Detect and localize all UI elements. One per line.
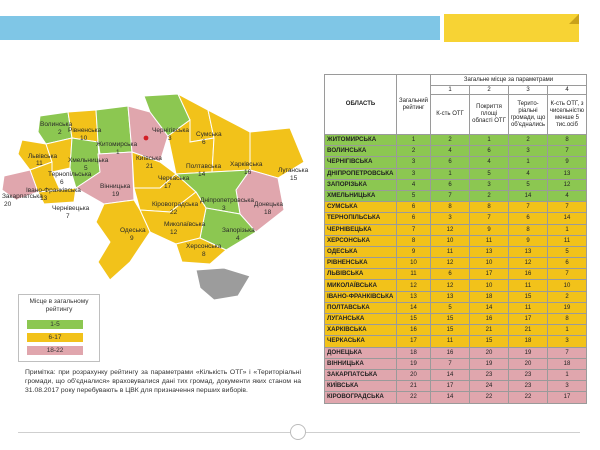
- page-indicator-circle: [290, 424, 306, 440]
- map-num-volynska: 2: [58, 129, 62, 136]
- cell-param-2: 18: [470, 291, 509, 302]
- cell-oblast: ДОНЕЦЬКА: [325, 347, 397, 358]
- table-row: [325, 157, 587, 168]
- cell-param-3: 12: [509, 258, 548, 269]
- cell-param-1: 7: [431, 358, 470, 369]
- cell-param-4: 4: [548, 190, 587, 201]
- cell-param-4: 18: [548, 358, 587, 369]
- cell-param-2: 16: [470, 314, 509, 325]
- map-legend: [18, 294, 100, 362]
- kyiv-marker: [144, 136, 149, 141]
- cell-overall: 8: [397, 235, 431, 246]
- legend-item-yellow: 6-17: [27, 333, 83, 342]
- map-label-kharkivska: Харківська: [230, 161, 263, 168]
- map-num-kharkivska: 16: [244, 169, 252, 176]
- legend-item-pink: 18-22: [27, 346, 83, 355]
- map-label-zakarpatska: Закарпатська: [2, 193, 43, 200]
- cell-overall: 20: [397, 369, 431, 380]
- cell-param-3: 23: [509, 381, 548, 392]
- map-num-kyivska: 21: [146, 163, 154, 170]
- map-label-sumska: Сумська: [196, 131, 222, 138]
- cell-param-2: 23: [470, 369, 509, 380]
- cell-param-1: 11: [431, 336, 470, 347]
- legend-item-green: 1-5: [27, 320, 83, 329]
- cell-param-1: 1: [431, 168, 470, 179]
- cell-param-3: 3: [509, 146, 548, 157]
- cell-overall: 18: [397, 347, 431, 358]
- map-label-khmelnytska: Хмельницька: [68, 157, 109, 164]
- cell-param-4: 9: [548, 157, 587, 168]
- cell-overall: 10: [397, 258, 431, 269]
- cell-oblast: КІРОВОГРАДСЬКА: [325, 392, 397, 403]
- cell-overall: 22: [397, 392, 431, 403]
- cell-param-2: 9: [470, 224, 509, 235]
- banner-fold-corner: [569, 14, 579, 24]
- map-label-kyivska: Київська: [136, 155, 162, 162]
- table-row: [325, 146, 587, 157]
- cell-param-4: 13: [548, 168, 587, 179]
- cell-param-1: 13: [431, 291, 470, 302]
- cell-param-4: 2: [548, 291, 587, 302]
- cell-param-1: 5: [431, 302, 470, 313]
- cell-param-4: 8: [548, 314, 587, 325]
- cell-param-1: 8: [431, 202, 470, 213]
- header-param-2: Покриття площі області ОТГ: [470, 95, 509, 135]
- cell-param-4: 12: [548, 179, 587, 190]
- table-row: [325, 258, 587, 269]
- cell-param-3: 19: [509, 347, 548, 358]
- cell-param-4: 1: [548, 369, 587, 380]
- cell-overall: 12: [397, 280, 431, 291]
- cell-oblast: ІВАНО-ФРАНКІВСЬКА: [325, 291, 397, 302]
- cell-param-3: 7: [509, 202, 548, 213]
- cell-oblast: ЧЕРНІВЕЦЬКА: [325, 224, 397, 235]
- map-label-ternopilska: Тернопільська: [48, 171, 92, 178]
- map-label-luhanska: Луганська: [278, 167, 309, 174]
- table-row: [325, 381, 587, 392]
- map-label-odeska: Одеська: [120, 227, 146, 234]
- cell-param-2: 6: [470, 146, 509, 157]
- header-param-3: Терито-ріальні громади, що об'єднались: [509, 95, 548, 135]
- cell-param-2: 15: [470, 336, 509, 347]
- table-row: [325, 213, 587, 224]
- map-label-khersonska: Херсонська: [186, 243, 222, 250]
- cell-oblast: СУМСЬКА: [325, 202, 397, 213]
- table-row: [325, 246, 587, 257]
- map-num-vinnytska: 19: [112, 191, 120, 198]
- cell-oblast: РІВНЕНСЬКА: [325, 258, 397, 269]
- header-param-num-4: 4: [548, 86, 587, 95]
- map-num-khmelnytska: 5: [84, 165, 88, 172]
- header-param-num-3: 3: [509, 86, 548, 95]
- table-row: [325, 280, 587, 291]
- header-banner-yellow: [444, 14, 579, 42]
- cell-param-1: 12: [431, 280, 470, 291]
- cell-param-2: 22: [470, 392, 509, 403]
- cell-param-1: 11: [431, 246, 470, 257]
- map-num-ivano: 13: [40, 195, 48, 202]
- map-num-odeska: 9: [130, 235, 134, 242]
- cell-overall: 5: [397, 190, 431, 201]
- table-row: [325, 358, 587, 369]
- cell-overall: 1: [397, 135, 431, 146]
- cell-param-3: 17: [509, 314, 548, 325]
- cell-param-3: 15: [509, 291, 548, 302]
- cell-param-1: 6: [431, 179, 470, 190]
- cell-oblast: ВОЛИНСЬКА: [325, 146, 397, 157]
- cell-param-1: 14: [431, 392, 470, 403]
- cell-oblast: ВІННИЦЬКА: [325, 358, 397, 369]
- map-num-ternopilska: 6: [60, 179, 64, 186]
- cell-overall: 7: [397, 224, 431, 235]
- ranking-table-body: [325, 135, 587, 404]
- map-label-rivnenska: Рівненська: [68, 127, 102, 134]
- map-num-chernivetska: 7: [66, 213, 70, 220]
- cell-param-3: 9: [509, 235, 548, 246]
- header-param-1: К-сть ОТГ: [431, 95, 470, 135]
- table-row: [325, 135, 587, 146]
- cell-oblast: ЖИТОМИРСЬКА: [325, 135, 397, 146]
- cell-param-2: 1: [470, 135, 509, 146]
- cell-param-4: 8: [548, 135, 587, 146]
- cell-overall: 3: [397, 168, 431, 179]
- cell-param-2: 2: [470, 190, 509, 201]
- cell-param-2: 5: [470, 168, 509, 179]
- cell-param-2: 24: [470, 381, 509, 392]
- cell-oblast: ХМЕЛЬНИЦЬКА: [325, 190, 397, 201]
- map-num-mykolaivska: 12: [170, 229, 178, 236]
- map-num-cherkaska: 17: [164, 183, 172, 190]
- map-label-lvivska: Львівська: [28, 153, 58, 160]
- cell-param-2: 11: [470, 235, 509, 246]
- map-label-zaporizka: Запорізька: [222, 227, 255, 234]
- cell-param-3: 6: [509, 213, 548, 224]
- map-num-zhytomyrska: 1: [116, 149, 120, 156]
- cell-overall: 21: [397, 381, 431, 392]
- cell-oblast: ХЕРСОНСЬКА: [325, 235, 397, 246]
- cell-param-3: 4: [509, 168, 548, 179]
- cell-oblast: ЧЕРКАСЬКА: [325, 336, 397, 347]
- table-row: [325, 269, 587, 280]
- cell-oblast: ЗАКАРПАТСЬКА: [325, 369, 397, 380]
- cell-oblast: ЛУГАНСЬКА: [325, 314, 397, 325]
- table-row: [325, 325, 587, 336]
- cell-param-4: 7: [548, 269, 587, 280]
- cell-overall: 16: [397, 325, 431, 336]
- cell-param-2: 21: [470, 325, 509, 336]
- map-num-dnipro: 3: [222, 205, 226, 212]
- map-num-donetska: 18: [264, 209, 272, 216]
- cell-param-4: 3: [548, 381, 587, 392]
- cell-param-3: 11: [509, 302, 548, 313]
- map-label-mykolaivska: Миколаївська: [164, 221, 206, 228]
- cell-param-2: 20: [470, 347, 509, 358]
- cell-param-3: 23: [509, 369, 548, 380]
- map-num-zaporizka: 4: [236, 235, 240, 242]
- cell-param-4: 3: [548, 336, 587, 347]
- cell-param-3: 22: [509, 392, 548, 403]
- table-row: [325, 291, 587, 302]
- header-param-num-1: 1: [431, 86, 470, 95]
- table-row: [325, 369, 587, 380]
- cell-overall: 11: [397, 269, 431, 280]
- cell-param-1: 4: [431, 146, 470, 157]
- cell-param-4: 1: [548, 224, 587, 235]
- cell-param-2: 13: [470, 246, 509, 257]
- cell-param-2: 4: [470, 157, 509, 168]
- map-label-kirovohradska: Кіровоградська: [152, 201, 199, 208]
- table-row: [325, 190, 587, 201]
- map-label-vinnytska: Вінницька: [100, 183, 131, 190]
- cell-overall: 6: [397, 213, 431, 224]
- cell-param-1: 12: [431, 224, 470, 235]
- cell-param-3: 18: [509, 336, 548, 347]
- header-oblast: ОБЛАСТЬ: [325, 75, 397, 135]
- cell-param-2: 10: [470, 280, 509, 291]
- cell-oblast: ОДЕСЬКА: [325, 246, 397, 257]
- cell-param-1: 17: [431, 381, 470, 392]
- cell-param-1: 10: [431, 235, 470, 246]
- map-num-khersonska: 8: [202, 251, 206, 258]
- cell-overall: 13: [397, 291, 431, 302]
- table-row: [325, 168, 587, 179]
- cell-oblast: ПОЛТАВСЬКА: [325, 302, 397, 313]
- map-num-rivnenska: 10: [80, 135, 88, 142]
- cell-param-1: 6: [431, 157, 470, 168]
- cell-param-1: 15: [431, 325, 470, 336]
- cell-param-2: 19: [470, 358, 509, 369]
- ranking-table: [324, 74, 587, 404]
- cell-overall: 14: [397, 302, 431, 313]
- map-label-poltavska: Полтавська: [186, 163, 222, 170]
- cell-param-4: 7: [548, 146, 587, 157]
- cell-param-4: 5: [548, 246, 587, 257]
- map-label-chernihivska: Чернігівська: [152, 127, 190, 134]
- map-label-zhytomyrska: Житомирська: [96, 141, 138, 148]
- cell-param-3: 2: [509, 135, 548, 146]
- cell-overall: 6: [397, 202, 431, 213]
- cell-param-3: 20: [509, 358, 548, 369]
- map-num-poltavska: 14: [198, 171, 206, 178]
- cell-oblast: ЧЕРНІГІВСЬКА: [325, 157, 397, 168]
- cell-param-1: 12: [431, 258, 470, 269]
- cell-param-3: 5: [509, 179, 548, 190]
- header-param-num-2: 2: [470, 86, 509, 95]
- cell-oblast: ЗАПОРІЗЬКА: [325, 179, 397, 190]
- table-row: [325, 224, 587, 235]
- map-num-chernihivska: 3: [168, 135, 172, 142]
- table-row: [325, 314, 587, 325]
- map-num-lvivska: 11: [36, 160, 43, 167]
- table-row: [325, 202, 587, 213]
- cell-param-4: 19: [548, 302, 587, 313]
- cell-param-2: 17: [470, 269, 509, 280]
- map-num-sumska: 6: [202, 139, 206, 146]
- cell-param-1: 6: [431, 269, 470, 280]
- header-param-4: К-сть ОТГ, з чисельністю менше 5 тис.осіб: [548, 95, 587, 135]
- map-label-chernivetska: Чернівецька: [52, 205, 90, 212]
- cell-param-2: 10: [470, 258, 509, 269]
- cell-param-1: 15: [431, 314, 470, 325]
- header-banner-blue: [0, 16, 440, 40]
- cell-param-4: 1: [548, 325, 587, 336]
- cell-param-3: 13: [509, 246, 548, 257]
- region-crimea: [196, 268, 250, 300]
- header-param-group: Загальне місце за параметрами: [431, 75, 587, 86]
- cell-param-1: 16: [431, 347, 470, 358]
- map-num-luhanska: 15: [290, 175, 298, 182]
- header-overall: Загальний рейтинг: [397, 75, 431, 135]
- cell-param-3: 16: [509, 269, 548, 280]
- cell-param-1: 2: [431, 135, 470, 146]
- cell-param-4: 17: [548, 392, 587, 403]
- cell-param-4: 14: [548, 213, 587, 224]
- cell-param-3: 1: [509, 157, 548, 168]
- map-label-ivano: Івано-Франківська: [26, 187, 81, 194]
- cell-param-2: 3: [470, 179, 509, 190]
- cell-param-2: 8: [470, 202, 509, 213]
- cell-overall: 19: [397, 358, 431, 369]
- map-num-kirovohradska: 22: [170, 209, 178, 216]
- cell-overall: 15: [397, 314, 431, 325]
- cell-param-2: 7: [470, 213, 509, 224]
- cell-param-2: 14: [470, 302, 509, 313]
- cell-param-4: 10: [548, 280, 587, 291]
- cell-overall: 9: [397, 246, 431, 257]
- cell-oblast: ЛЬВІВСЬКА: [325, 269, 397, 280]
- cell-param-3: 8: [509, 224, 548, 235]
- map-label-dnipro: Дніпропетровська: [200, 197, 254, 204]
- cell-param-4: 11: [548, 235, 587, 246]
- cell-param-3: 21: [509, 325, 548, 336]
- cell-oblast: МИКОЛАЇВСЬКА: [325, 280, 397, 291]
- cell-oblast: ДНІПРОПЕТРОВСЬКА: [325, 168, 397, 179]
- map-label-donetska: Донецька: [254, 201, 284, 208]
- cell-oblast: ХАРКІВСЬКА: [325, 325, 397, 336]
- ukraine-map: [0, 92, 320, 308]
- cell-overall: 17: [397, 336, 431, 347]
- map-label-cherkaska: Черкаська: [158, 175, 190, 182]
- map-num-zakarpatska: 20: [4, 201, 12, 208]
- footnote: Примітка: при розрахунку рейтингу за параметрами «Кількість ОТГ» і «Територіальні громади, що об'єдналися» враховувалися дані тих громад, документи яких станом на 31.08.2017 року перебувають в ЦВК для призначення перших виборів.: [25, 369, 301, 394]
- cell-param-3: 11: [509, 280, 548, 291]
- cell-overall: 4: [397, 179, 431, 190]
- legend-title: Місце в загальному рейтингу: [29, 298, 89, 313]
- table-row: [325, 302, 587, 313]
- map-label-volynska: Волинська: [40, 121, 73, 128]
- cell-oblast: КИЇВСЬКА: [325, 381, 397, 392]
- cell-overall: 3: [397, 157, 431, 168]
- cell-param-1: 3: [431, 213, 470, 224]
- cell-param-4: 7: [548, 347, 587, 358]
- table-row: [325, 392, 587, 403]
- cell-param-1: 14: [431, 369, 470, 380]
- table-row: [325, 179, 587, 190]
- table-row: [325, 347, 587, 358]
- cell-overall: 2: [397, 146, 431, 157]
- cell-param-3: 14: [509, 190, 548, 201]
- cell-param-4: 6: [548, 258, 587, 269]
- table-row: [325, 336, 587, 347]
- table-row: [325, 235, 587, 246]
- cell-param-1: 7: [431, 190, 470, 201]
- cell-oblast: ТЕРНОПІЛЬСЬКА: [325, 213, 397, 224]
- cell-param-4: 7: [548, 202, 587, 213]
